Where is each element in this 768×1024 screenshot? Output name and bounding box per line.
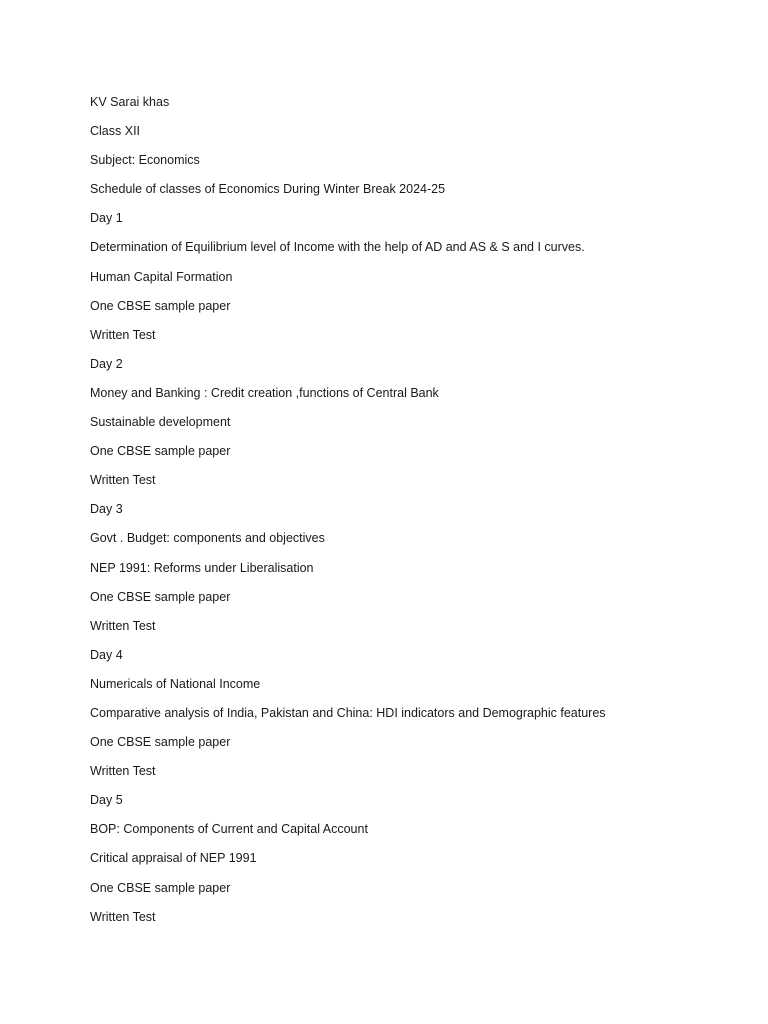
day-5-sample-paper: One CBSE sample paper [90,880,231,895]
schedule-title: Schedule of classes of Economics During Winter Break 2024-25 [90,182,446,197]
day-3-topic-2: NEP 1991: Reforms under Liberalisation [90,560,314,575]
day-4-topic-1: Numericals of National Income [90,676,261,691]
day-3-topic-1: Govt . Budget: components and objectives [90,531,325,546]
subject-label: Subject: Economics [90,153,200,168]
day-4-topic-2: Comparative analysis of India, Pakistan and China: HDI indicators and Demographic features [90,705,606,720]
day-4-written-test: Written Test [90,764,156,779]
day-2-written-test: Written Test [90,473,156,488]
day-3-written-test: Written Test [90,618,156,633]
day-4-heading: Day 4 [90,647,123,662]
day-5-topic-1: BOP: Components of Current and Capital Account [90,822,368,837]
class-label: Class XII [90,124,141,139]
day-2-topic-2: Sustainable development [90,415,231,430]
day-5-topic-2: Critical appraisal of NEP 1991 [90,851,257,866]
day-1-heading: Day 1 [90,211,123,226]
schedule-text [90,94,730,938]
day-2-topic-1: Money and Banking : Credit creation ,functions of Central Bank [90,385,439,400]
day-2-heading: Day 2 [90,356,123,371]
day-3-heading: Day 3 [90,502,123,517]
day-4-sample-paper: One CBSE sample paper [90,735,231,750]
school-name: KV Sarai khas [90,95,170,109]
day-1-sample-paper: One CBSE sample paper [90,298,231,313]
day-3-sample-paper: One CBSE sample paper [90,589,231,604]
day-2-sample-paper: One CBSE sample paper [90,444,231,459]
day-5-heading: Day 5 [90,793,123,808]
day-5-written-test: Written Test [90,909,156,924]
day-1-topic-1: Determination of Equilibrium level of Income with the help of AD and AS & S and I curves. [90,240,585,255]
day-1-written-test: Written Test [90,327,156,342]
day-1-topic-2: Human Capital Formation [90,269,233,284]
